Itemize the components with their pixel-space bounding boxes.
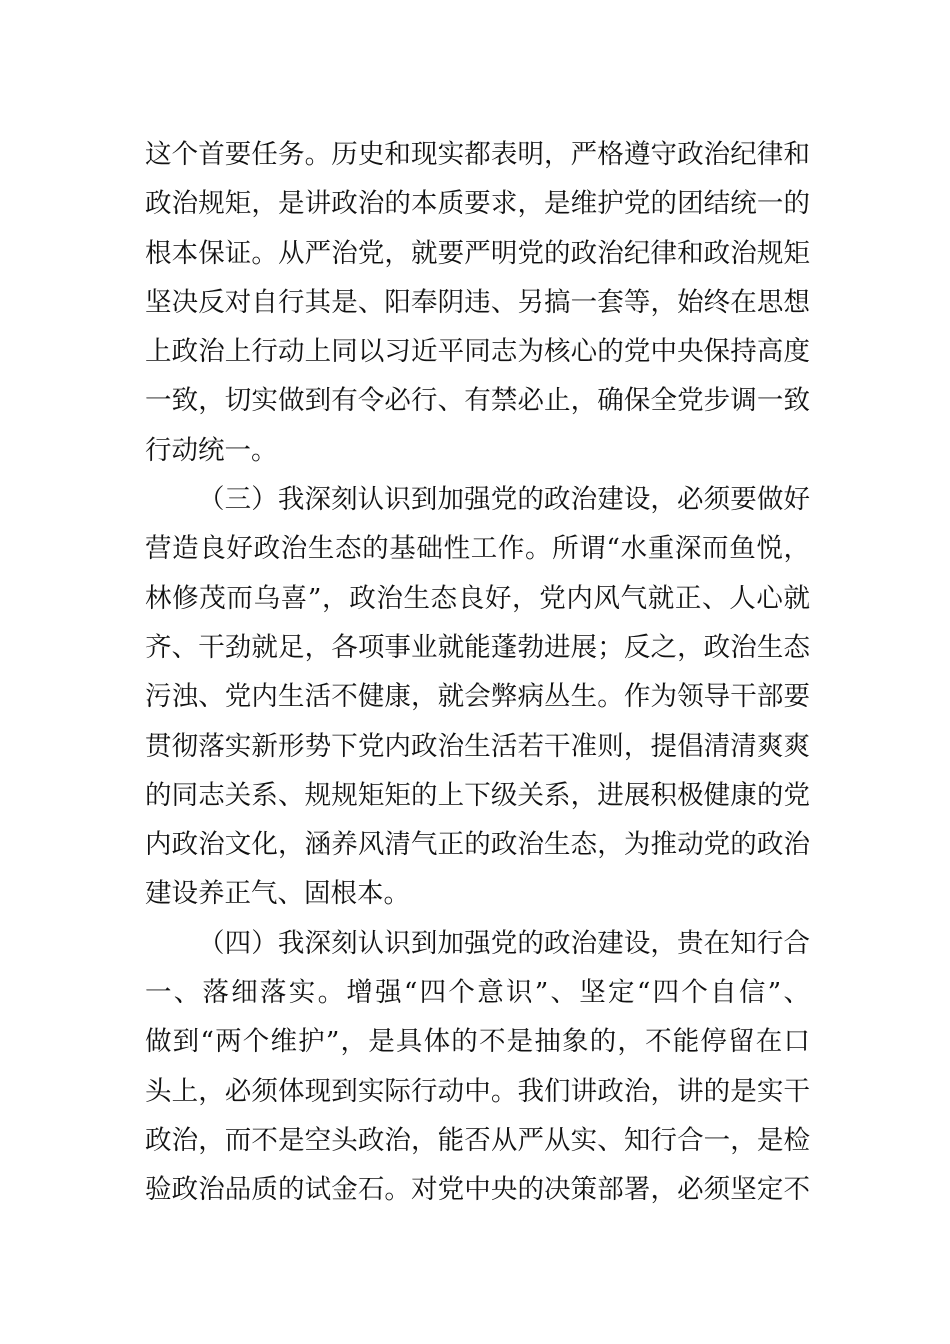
text-line: 齐、干劲就足，各项事业就能蓬勃进展；反之，政治生态 (145, 631, 810, 663)
paragraph-end-line: 建设养正气、固根本。 (145, 878, 410, 910)
text-line: 的同志关系、规规矩矩的上下级关系，进展积极健康的党 (145, 779, 810, 811)
paragraph-start-line: （三）我深刻认识到加强党的政治建设，必须要做好 (198, 484, 810, 516)
text-line: 政治，而不是空头政治，能否从严从实、知行合一，是检 (145, 1124, 810, 1156)
text-line: 一致，切实做到有令必行、有禁必止，确保全党步调一致 (145, 385, 810, 417)
text-line: 这个首要任务。历史和现实都表明，严格遵守政治纪律和 (145, 139, 810, 170)
text-line: 林修茂而乌喜”，政治生态良好，党内风气就正、人心就 (145, 582, 810, 614)
text-line: 做到“两个维护”，是具体的不是抽象的，不能停留在口 (145, 1026, 810, 1058)
text-line: 上政治上行动上同以习近平同志为核心的党中央保持高度 (145, 336, 810, 368)
paragraph-start-line: （四）我深刻认识到加强党的政治建设，贵在知行合 (198, 927, 810, 959)
body-text (145, 130, 810, 1215)
text-line: 验政治品质的试金石。对党中央的决策部署，必须坚定不 (145, 1174, 810, 1206)
paragraph-end-line: 行动统一。 (145, 434, 278, 466)
text-line: 坚决反对自行其是、阳奉阴违、另搞一套等，始终在思想 (145, 286, 810, 318)
text-line: 政治规矩，是讲政治的本质要求，是维护党的团结统一的 (145, 188, 810, 220)
text-line: 根本保证。从严治党，就要严明党的政治纪律和政治规矩 (145, 237, 810, 269)
text-line: 头上，必须体现到实际行动中。我们讲政治，讲的是实干 (145, 1075, 810, 1107)
text-line: 污浊、党内生活不健康，就会弊病丛生。作为领导干部要 (145, 681, 810, 713)
text-line: 内政治文化，涵养风清气正的政治生态，为推动党的政治 (145, 829, 810, 861)
text-line: 营造良好政治生态的基础性工作。所谓“水重深而鱼悦， (145, 533, 810, 565)
text-line: 一、落细落实。增强“四个意识”、坚定“四个自信”、 (145, 977, 810, 1009)
text-line: 贯彻落实新形势下党内政治生活若干准则，提倡清清爽爽 (145, 730, 810, 762)
